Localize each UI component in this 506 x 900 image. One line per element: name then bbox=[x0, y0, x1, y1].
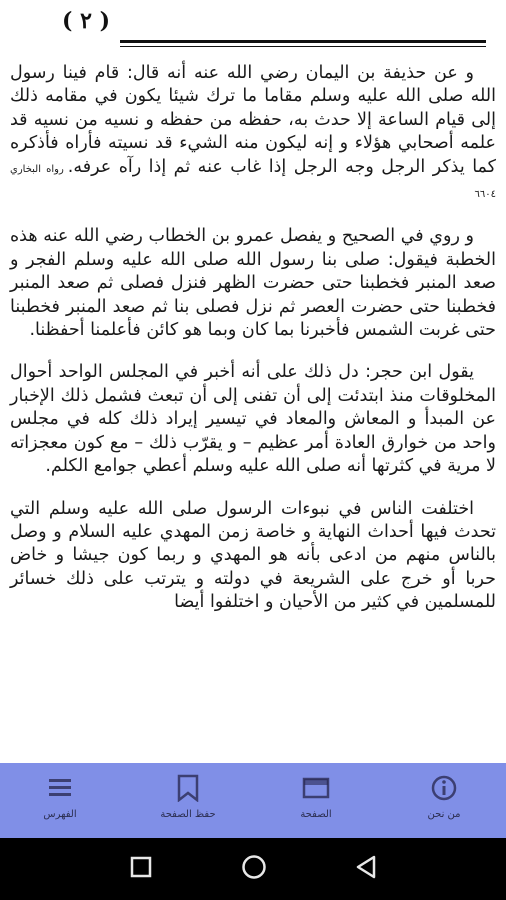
paragraph bbox=[10, 361, 496, 478]
recent-apps-button[interactable] bbox=[111, 851, 171, 887]
page-number: ( ٢ ) bbox=[62, 8, 110, 34]
toolbar-item-label: الصفحة bbox=[300, 809, 332, 820]
toolbar-item-label: الفهرس bbox=[43, 809, 77, 820]
circle-icon bbox=[241, 854, 267, 884]
bottom-toolbar bbox=[0, 763, 506, 838]
toolbar-item-about[interactable] bbox=[404, 767, 484, 833]
page-content bbox=[10, 62, 496, 634]
square-icon bbox=[130, 856, 152, 882]
paragraph-text: و عن حذيفة بن اليمان رضي الله عنه أنه قال: قام فينا رسول الله صلى الله عليه وسلم مقاما ما ترك شيئا يكون في مقامه ذلك إلى قيام الساعة إلا حدث به، حفظه من حفظه و نسيه من نسيه قد علمه أصحابي هؤلاء و إنه ليكون منه الشيء قد نسيته فأراه فأذكره كما يذكر الرجل وجه الرجل إذا غاب عنه ثم إذا رآه عرفه. bbox=[10, 63, 497, 177]
header-divider bbox=[120, 40, 486, 47]
citation-note: رواه البخاري ٦٦٠٤ bbox=[10, 163, 496, 201]
back-triangle-icon bbox=[354, 854, 378, 884]
page-icon bbox=[301, 773, 331, 803]
toolbar-item-label: من نحن bbox=[427, 809, 461, 820]
system-navigation-bar bbox=[0, 838, 506, 900]
paragraph bbox=[10, 225, 496, 342]
toolbar-item-label: حفظ الصفحة bbox=[160, 809, 216, 820]
toolbar-item-index[interactable] bbox=[20, 767, 100, 833]
paragraph bbox=[10, 498, 496, 615]
toolbar-item-save-page[interactable] bbox=[148, 767, 228, 833]
paragraph-text: اختلفت الناس في نبوءات الرسول صلى الله عليه وسلم التي تحدث فيها أحداث النهاية و خاصة زمن المهدي عليه السلام و وصل بالناس منهم من ادعى بأنه هو المهدي و ربما كون جيشا و خاض حربا أو خرج على الشريعة في دولته و يترتب على ذلك خسائر للمسلمين في كثير من الأحيان و اختلفوا أيضا bbox=[10, 498, 496, 613]
toolbar-item-page[interactable] bbox=[276, 767, 356, 833]
list-icon bbox=[45, 773, 75, 803]
info-icon bbox=[429, 773, 459, 803]
paragraph-text: يقول ابن حجر: دل ذلك على أنه أخبر في المجلس الواحد أحوال المخلوقات منذ ابتدئت إلى أن تفنى إلى أن تبعث فشمل ذلك الإخبار عن المبدأ و المعاش والمعاد في تيسير إيراد ذلك كله في مجلس واحد من خوارق العادة أمر عظيم – و يقرّب ذلك – مع كون معجزاته لا مرية في كثرتها أنه صلى الله عليه وسلم أعطي جوامع الكلم. bbox=[10, 362, 496, 477]
home-button[interactable] bbox=[224, 851, 284, 887]
paragraph bbox=[10, 62, 496, 206]
back-button[interactable] bbox=[336, 851, 396, 887]
paragraph-text: و روي في الصحيح و يفصل عمرو بن الخطاب رضي الله عنه هذه الخطبة فيقول: صلى بنا رسول الله صلى الله عليه وسلم الفجر و صعد المنبر فخطبنا حتى حضرت الظهر فنزل فصلى ثم صعد المنبر فخطبنا حتى حضرت العصر ثم نزل فصلى بنا ثم صعد المنبر فخطبنا حتى غربت الشمس فأخبرنا بما كان وبما هو كائن فأعلمنا أحفظنا. bbox=[10, 226, 496, 341]
bookmark-save-icon bbox=[173, 773, 203, 803]
